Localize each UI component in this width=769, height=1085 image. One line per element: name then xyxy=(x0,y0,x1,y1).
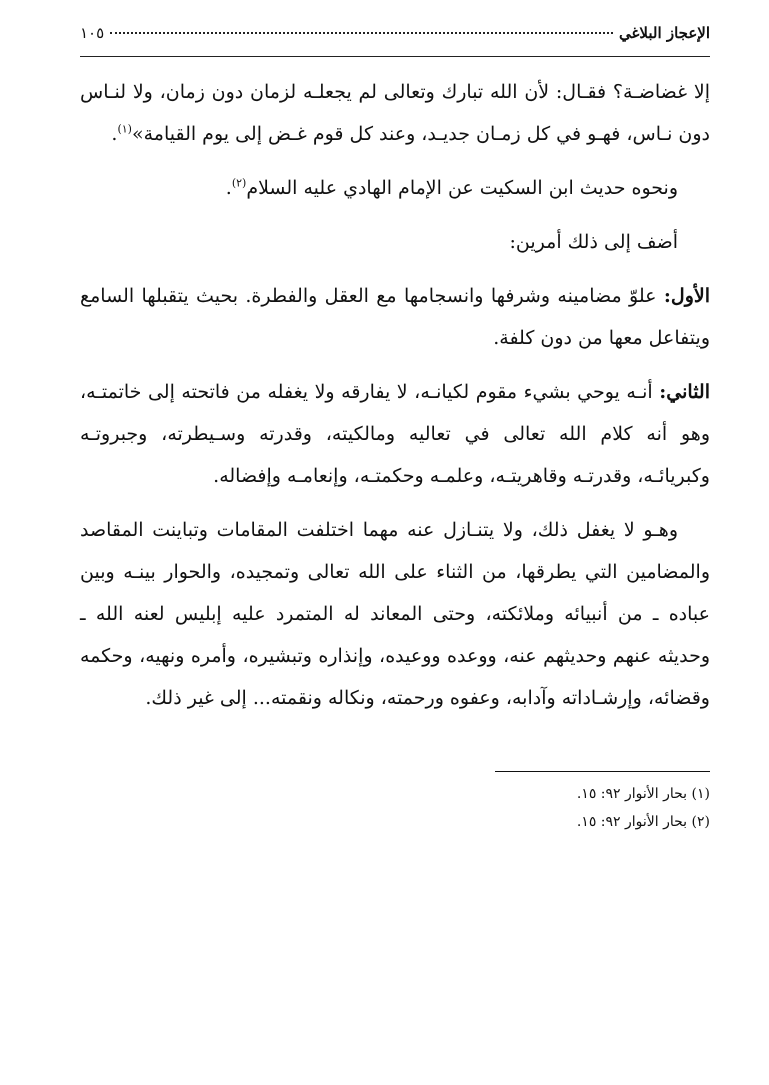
paragraph-two-matters xyxy=(80,221,710,263)
dot-leader xyxy=(110,32,613,34)
header-rule xyxy=(80,56,710,57)
paragraph-lead: الثاني: xyxy=(659,381,710,403)
paragraph-text: علوّ مضامينه وشرفها وانسجامها مع العقل والفطرة. بحيث يتقبلها السامع ويتفاعل معها من دون كلفة. xyxy=(80,285,710,349)
page-number: ١٠٥ xyxy=(80,24,105,42)
footnote-2: (٢) بحار الأنوار ٩٢: ١٥. xyxy=(576,814,710,830)
running-header-title: الإعجاز البلاغي xyxy=(619,24,710,42)
footnotes xyxy=(80,780,710,836)
footnote-ref[interactable]: (٢) xyxy=(231,176,247,190)
footnote-1: (١) بحار الأنوار ٩٢: ١٥. xyxy=(576,786,710,802)
paragraph-lead: الأول: xyxy=(663,285,710,307)
paragraph-first-point xyxy=(80,275,710,359)
paragraph-text: ونحوه حديث ابن السكيت عن الإمام الهادي عليه السلام xyxy=(246,177,678,199)
body-text xyxy=(80,71,710,719)
book-page xyxy=(80,24,710,1064)
paragraph-text: إلا غضاضـة؟ فقـال: لأن الله تبارك وتعالى لم يجعلـه لزمان دون زمان، ولا لنـاس دون نـاس، فهـو في كل زمـان جديـد، وعند كل قوم غـض إلى يوم القيامة» xyxy=(80,81,710,145)
footnote-ref[interactable]: (١) xyxy=(117,122,132,136)
paragraph-text: أضف إلى ذلك أمرين: xyxy=(509,231,678,253)
footnote-separator xyxy=(495,771,710,772)
paragraph-text: وهـو لا يغفل ذلك، ولا يتنـازل عنه مهما اختلفت المقامات وتباينت المقاصد والمضامين التي يطرقها، من الثناء على الله تعالى وتمجيده، والحوار بينـه وبين عباده ـ من أنبيائه وملائكته، وحتى المعاند له المتمرد عليه إبليس لعنه الله ـ وحديثه عنهم وحديثهم عنه، ووعده ووعيده، وإنذاره وتبشيره، وأمره ونهيه، وحكمه وقضائه، وإرشـاداته وآدابه، وعفوه ورحمته، ونكاله ونقمته... إلى غير ذلك. xyxy=(80,519,710,709)
paragraph-second-point xyxy=(80,371,710,497)
paragraph-tail: . xyxy=(111,123,118,145)
paragraph-ibn-sikkit xyxy=(80,167,710,209)
paragraph-themes xyxy=(80,509,710,719)
paragraph-tail: . xyxy=(225,177,232,199)
running-header xyxy=(80,24,710,50)
paragraph-quote-end xyxy=(80,71,710,155)
paragraph-text: أنـه يوحي بشيء مقوم لكيانـه، لا يفارقه ولا يغفله من فاتحته إلى خاتمتـه، وهو أنه كلام الله تعالى في تعاليه ومالكيته، وقدرته وسـيطرته، وجبروتـه وكبريائـه، وقدرتـه وقاهريتـه، وعلمـه وحكمتـه، وإنعامـه وإفضاله. xyxy=(80,381,710,487)
